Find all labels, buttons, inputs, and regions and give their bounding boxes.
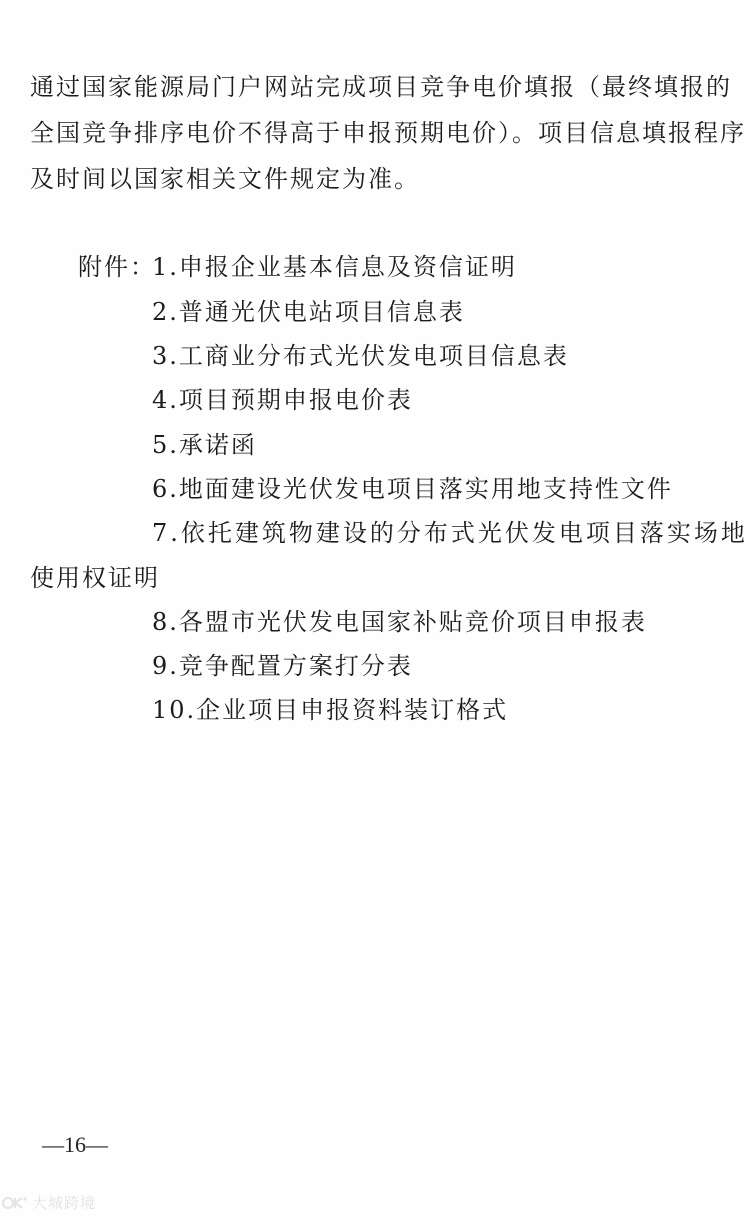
attachment-item-7: 7.依托建筑物建设的分布式光伏发电项目落实场地: [152, 519, 748, 547]
attachment-item-3: 3.工商业分布式光伏发电项目信息表: [152, 342, 569, 370]
attachment-item-10: 10.企业项目申报资料装订格式: [152, 696, 509, 724]
paragraph-line-2: 全国竞争排序电价不得高于申报预期电价）。项目信息填报程序: [30, 119, 746, 147]
attachment-item-5: 5.承诺函: [152, 431, 257, 459]
watermark: [2, 1192, 96, 1213]
attachments-label: 附件：: [78, 253, 156, 281]
paragraph-line-3: 及时间以国家相关文件规定为准。: [30, 165, 420, 193]
watermark-text: 大城跨境: [32, 1194, 97, 1212]
paragraph-line-1: 通过国家能源局门户网站完成项目竞争电价填报（最终填报的: [30, 73, 732, 101]
attachment-item-9: 9.竞争配置方案打分表: [152, 652, 413, 680]
attachment-item-4: 4.项目预期申报电价表: [152, 386, 413, 414]
attachment-item-8: 8.各盟市光伏发电国家补贴竞价项目申报表: [152, 608, 647, 636]
attachment-item-7-continued: 使用权证明: [30, 564, 160, 592]
attachment-item-1: 1.申报企业基本信息及资信证明: [152, 253, 517, 281]
attachment-item-6: 6.地面建设光伏发电项目落实用地支持性文件: [152, 475, 673, 503]
watermark-logo-icon: [2, 1195, 28, 1211]
page-number: —16—: [42, 1132, 108, 1157]
attachment-item-2: 2.普通光伏电站项目信息表: [152, 298, 465, 326]
